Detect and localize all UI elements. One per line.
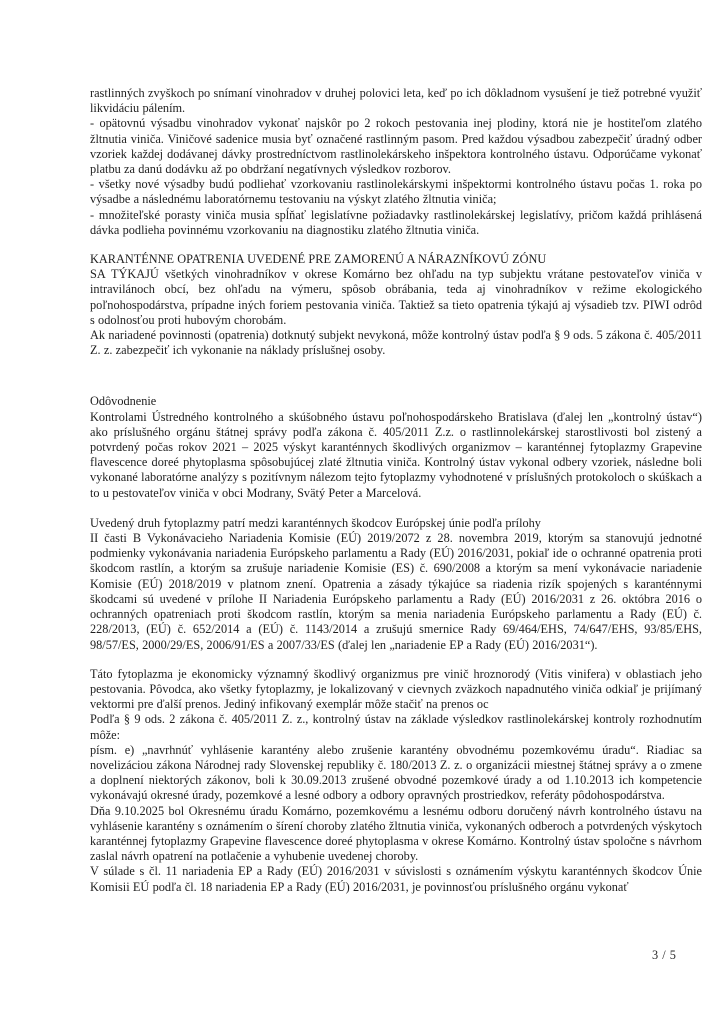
page-number: 3 / 5 [652, 948, 677, 962]
paragraph: Odôvodnenie [90, 394, 157, 409]
paragraph: Táto fytoplazma je ekonomicky významný škodlivý organizmus pre vinič hroznorodý (Vitis vinifera) v oblastiach jeho pestovania. Pôvodca, ako všetky fytoplazmy, je lokalizovaný v cievnych zväzkoch napadnutého viniča odkiaľ je prijímaný vektormi pre ďalší prenos. Jediný infikovaný exemplár môže stačiť na prenos oc [90, 666, 702, 712]
paragraph: Dňa 9.10.2025 bol Okresnému úradu Komárno, pozemkovému a lesnému odboru doručený návrh kontrolného ústavu na vyhlásenie karantény s oznámením o šírení choroby zlatého žltnutia viniča, vykonaných odberoch a potvrdených výskytoch karanténnej fytoplazmy Grapevine flavescence doreé phytoplasma v okrese Komárno. Kontrolný ústav spoločne s návrhom zaslal návrh opatrení na potlačenie a vyhubenie uvedenej choroby. [90, 803, 702, 864]
paragraph: Uvedený druh fytoplazmy patrí medzi karanténnych škodcov Európskej únie podľa prílohy [90, 515, 541, 530]
paragraph: písm. e) „navrhnúť vyhlásenie karantény alebo zrušenie karantény obvodnému pozemkovému úradu“. Riadiac sa novelizáciou zákona Národnej rady Slovenskej republiky č. 180/2013 Z. z. o organizácii miestnej štátnej správy a o zmene a doplnení niektorých zákonov, boli k 30.09.2013 zrušené obvodné pozemkové úrady a od 1.10.2013 ich kompetencie vykonávajú okresné úrady, pozemkové a lesné odbory a odbory opravných prostriedkov, referáty pôdohospodárstva. [90, 742, 702, 803]
paragraph: - množiteľské porasty viniča musia spĺňať legislatívne požiadavky rastlinolekárskej legislatívy, pričom každá prihlásená dávka podlieha povinnému vzorkovaniu na diagnostiku zlatého žltnutia viniča. [90, 207, 702, 237]
section-eradication-measures-continued [90, 86, 702, 238]
paragraph: - opätovnú výsadbu vinohradov vykonať najskôr po 2 rokoch pestovania inej plodiny, ktorá nie je hostiteľom zlatého žltnutia viniča. Viničové sadenice musia byť označené rastlinným pasom. Pred každou výsadbou zabezpečiť úradný odber vzoriek každej dodávanej dávky prostredníctvom rastlinolekárskeho inšpektora kontrolného ústavu. Odporúčame vykonať platbu za danú dodávku až po obdržaní negatívnych výsledkov rozborov. [90, 116, 702, 177]
section-justification [90, 394, 702, 500]
paragraph: KARANTÉNNE OPATRENIA UVEDENÉ PRE ZAMORENÚ A NÁRAZNÍKOVÚ ZÓNU [90, 252, 547, 267]
paragraph: V súlade s čl. 11 nariadenia EP a Rady (EÚ) 2016/2031 v súvislosti s oznámením výskytu karanténnych škodcov Únie Komisii EÚ podľa čl. 18 nariadenia EP a Rady (EÚ) 2016/2031, je povinnosťou príslušného orgánu vykonať [90, 864, 702, 894]
section-disease-and-procedure [90, 667, 702, 895]
paragraph: II časti B Vykonávacieho Nariadenia Komisie (EÚ) 2019/2072 z 28. novembra 2019, ktorým sa stanovujú jednotné podmienky vykonávania nariadenia Európskeho parlamentu a Rady (EÚ) 2016/2031, pokiaľ ide o ochranné opatrenia proti škodcom rastlín, a ktorým sa zrušuje nariadenie Komisie (ES) č. 690/2008 a ktorým sa mení vykonávacie nariadenie Komisie (EÚ) 2018/2019 v platnom znení. Opatrenia a zásady týkajúce sa riadenia rizík spojených s karanténnymi škodcami sú uvedené v prílohe II Nariadenia Európskeho parlamentu a Rady (EÚ) 2016/2031 z 26. októbra 2016 o ochranných opatreniach proti škodcom rastlín, ktorým sa menia nariadenia Európskeho parlamentu a Rady (EÚ) č. 228/2013, (EÚ) č. 652/2014 a (EÚ) č. 1143/2014 a zrušujú smernice Rady 69/464/EHS, 74/647/EHS, 93/85/EHS, 98/57/ES, 2000/29/ES, 2006/91/ES a 2007/33/ES (ďalej len „nariadenie EP a Rady (EÚ) 2016/2031“). [90, 531, 702, 652]
paragraph: Podľa § 9 ods. 2 zákona č. 405/2011 Z. z., kontrolný ústav na základe výsledkov rastlinolekárskej kontroly rozhodnutím môže: [90, 712, 702, 742]
paragraph: rastlinných zvyškoch po snímaní vinohradov v druhej polovici leta, keď po ich dôkladnom vysušení je tiež potrebné využiť likvidáciu pálením. [90, 86, 702, 116]
paragraph: Kontrolami Ústredného kontrolného a skúšobného ústavu poľnohospodárskeho Bratislava (ďalej len „kontrolný ústav“) ako príslušného orgánu štátnej správy podľa zákona č. 405/2011 Z.z. o rastlinnolekárskej starostlivosti bol zistený a potvrdený počas rokov 2021 – 2025 výskyt karanténnych škodlivých organizmov – karanténnej fytoplazmy Grapevine flavescence doreé phytoplasma spôsobujúcej zlaté žltnutia viniča. Kontrolný ústav vykonal odbery vzoriek, následne boli vykonané laboratórne analýzy s pozitívnym nálezom tejto fytoplazmy vyhodnotené v príslušných protokoloch o skúškach a to u pestovateľov viniča v obci Modrany, Svätý Peter a Marcelová. [90, 409, 702, 500]
paragraph: SA TÝKAJÚ všetkých vinohradníkov v okrese Komárno bez ohľadu na typ subjektu vrátane pestovateľov viniča v intravilánoch obcí, bez ohľadu na výmeru, spôsob obrábania, teda aj vinohradníkov v režime ekologického poľnohospodárstva, prípadne iných foriem pestovania viniča. Taktiež sa tieto opatrenia týkajú aj výsadieb tzv. PIWI odrôd s odolnosťou proti hubovým chorobám. [90, 267, 702, 327]
section-eu-legislation [90, 516, 702, 653]
section-quarantine-zone-measures [90, 252, 702, 358]
paragraph: - všetky nové výsadby budú podliehať vzorkovaniu rastlinolekárskymi inšpektormi kontrolného ústavu počas 1. roka po výsadbe a následnému laboratórnemu testovaniu na výskyt zlatého žltnutia viniča; [90, 177, 702, 207]
document-body [90, 86, 702, 895]
paragraph: Ak nariadené povinnosti (opatrenia) dotknutý subjekt nevykoná, môže kontrolný ústav podľa § 9 ods. 5 zákona č. 405/2011 Z. z. zabezpečiť ich vykonanie na náklady príslušnej osoby. [90, 328, 702, 358]
